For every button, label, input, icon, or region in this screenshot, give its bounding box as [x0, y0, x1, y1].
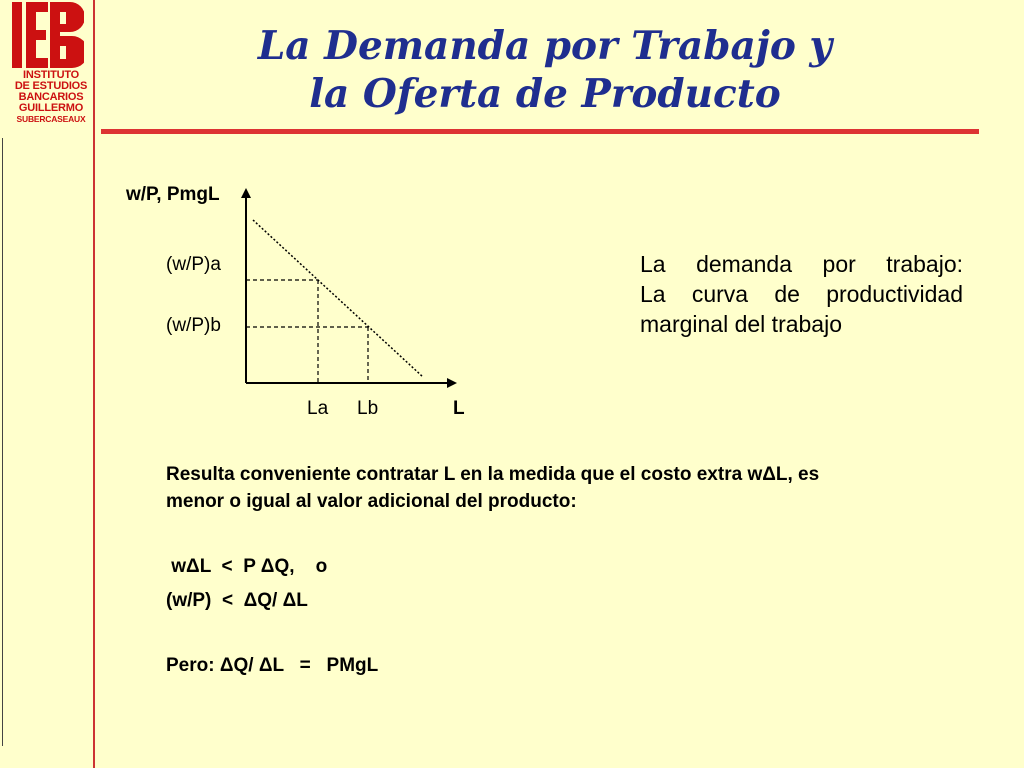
y-axis-label: w/P, PmgL: [126, 184, 220, 205]
graph-description: [640, 249, 963, 339]
description-line-3: marginal del trabajo: [640, 311, 843, 337]
equation-3: Pero: ΔQ/ ΔL = PMgL: [166, 655, 379, 676]
title-line-2: la Oferta de Producto: [309, 71, 781, 117]
logo-line: SUBERCASEAUX: [16, 114, 86, 124]
y-axis-arrow-icon: [241, 188, 251, 198]
paragraph-line-2: menor o igual al valor adicional del producto:: [166, 491, 577, 512]
x-axis-arrow-icon: [447, 378, 457, 388]
logo-line: INSTITUTO: [22, 69, 80, 81]
description-line-1: La demanda por trabajo:: [640, 251, 963, 277]
y-tick-wpa: (w/P)a: [166, 254, 221, 275]
logo-line: BANCARIOS: [18, 91, 84, 103]
title-line-1: La Demanda por Trabajo y: [257, 23, 833, 69]
logo-line: DE ESTUDIOS: [14, 80, 88, 92]
x-tick-lb: Lb: [357, 398, 379, 419]
y-tick-wpb: (w/P)b: [166, 315, 221, 336]
description-line-2: La curva de productividad: [640, 281, 963, 307]
equation-1: wΔL < P ΔQ, o: [166, 556, 328, 577]
logo-line: GUILLERMO: [18, 102, 84, 114]
equation-2: (w/P) < ΔQ/ ΔL: [166, 590, 308, 611]
paragraph-line-1: Resulta conveniente contratar L en la medida que el costo extra wΔL, es: [166, 464, 820, 485]
explanation-paragraph: [166, 461, 966, 515]
x-tick-la: La: [307, 398, 329, 419]
x-axis-label: L: [453, 398, 465, 419]
demand-curve: [253, 220, 423, 377]
